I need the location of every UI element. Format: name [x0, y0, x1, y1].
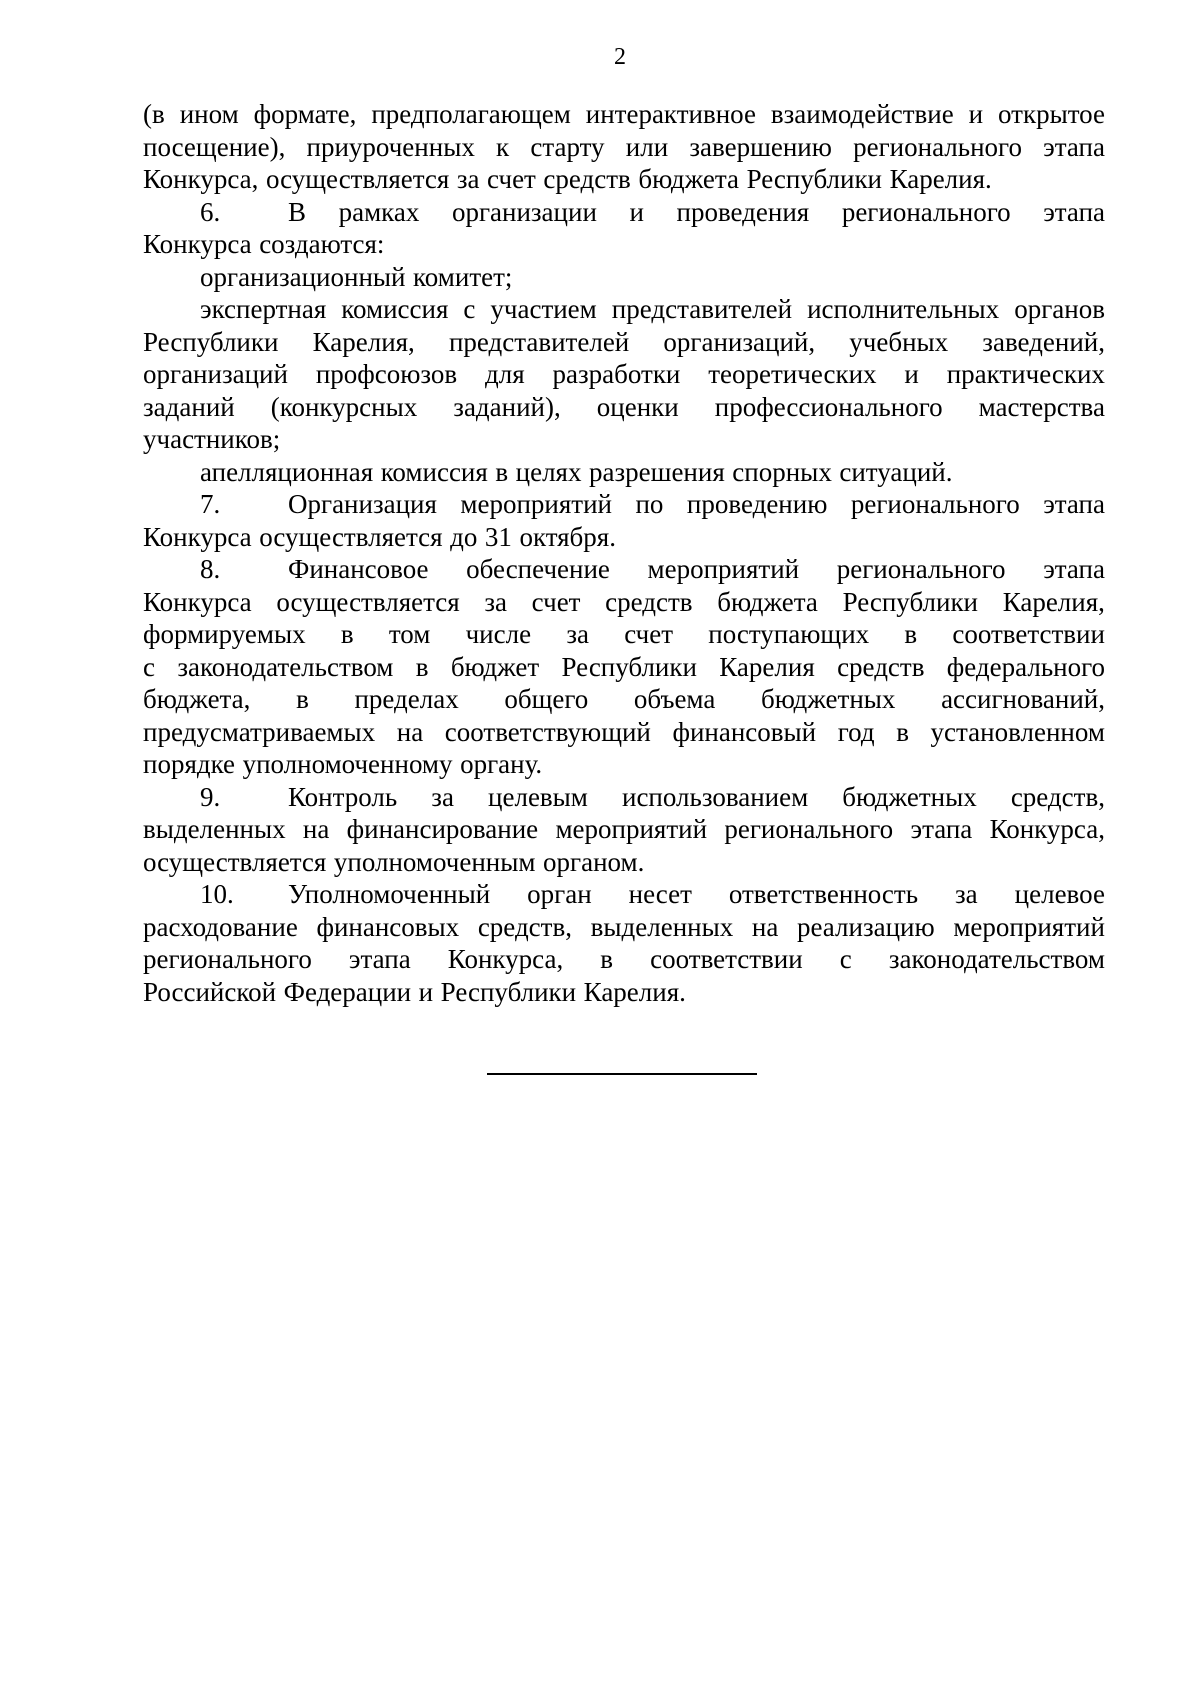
word: средств,: [477, 911, 572, 942]
word: с: [839, 944, 852, 974]
word: регионального: [836, 554, 1006, 584]
word: мероприятий: [555, 814, 708, 844]
word: на: [751, 911, 779, 942]
word: соответствии: [952, 619, 1105, 649]
item-text: [288, 553, 1105, 586]
word: год: [837, 716, 875, 747]
word: на: [302, 814, 330, 844]
word: бюджет: [450, 651, 540, 682]
word: на: [396, 716, 424, 747]
word: счет: [487, 164, 536, 194]
word: экспертная: [200, 294, 327, 324]
item-number: 6.: [200, 196, 221, 227]
text-line: [143, 163, 1105, 196]
word: средств,: [1010, 781, 1105, 812]
word: (в: [143, 99, 165, 129]
text-line: [143, 456, 1105, 489]
word: осуществляется: [259, 521, 443, 552]
word: формате,: [253, 99, 357, 129]
word: выделенных: [590, 911, 734, 942]
paragraph-item-line: [143, 781, 1105, 814]
paragraph-item-line: [143, 553, 1105, 586]
word: теоретических: [708, 359, 877, 389]
word: Республики: [561, 651, 697, 682]
word: этапа: [1043, 196, 1105, 227]
word: оценки: [596, 391, 679, 422]
text-line: [143, 813, 1105, 846]
word: практических: [946, 359, 1105, 389]
word: в: [296, 684, 309, 714]
word: несет: [628, 879, 692, 909]
word: предполагающем: [371, 99, 571, 129]
word: Конкурса,: [989, 814, 1105, 844]
word: финансовых: [316, 911, 460, 942]
word: или: [625, 131, 669, 162]
text-line: [143, 131, 1105, 164]
word: заданий: [143, 391, 235, 422]
word: заданий),: [453, 391, 561, 422]
word: средств: [605, 586, 693, 617]
word: Карелия.: [889, 164, 992, 194]
text-line: [143, 716, 1105, 749]
item-text: [288, 878, 1105, 911]
text-line: [143, 98, 1105, 131]
paragraph-item-line: [143, 196, 1105, 229]
word: интерактивное: [585, 99, 756, 129]
word: органов: [1014, 294, 1105, 324]
word: представителей: [611, 294, 793, 324]
text-line: [143, 911, 1105, 944]
word: разработки: [552, 359, 681, 389]
word: Карелия.: [583, 976, 686, 1007]
word: органом.: [543, 846, 645, 877]
word: и: [629, 196, 644, 227]
word: счет: [624, 619, 674, 649]
word: комиссия: [380, 456, 488, 487]
word: мероприятий: [460, 489, 612, 519]
text-line: [143, 943, 1105, 976]
word: бюджетных: [760, 684, 896, 714]
word: с: [143, 651, 155, 682]
word: посещение),: [143, 131, 286, 162]
word: Карелия,: [312, 326, 415, 357]
word: 31: [484, 521, 512, 552]
word: старту: [530, 131, 605, 162]
word: расходование: [143, 911, 298, 942]
word: рамках: [338, 196, 420, 227]
text-line: [143, 358, 1105, 391]
word: финансирование: [346, 814, 539, 844]
word: том: [388, 619, 431, 649]
item-number: 7.: [200, 489, 221, 519]
word: в: [415, 651, 429, 682]
word: бюджета: [717, 586, 818, 617]
word: регионального: [143, 944, 312, 974]
word: за: [566, 619, 589, 649]
word: финансовый: [672, 716, 817, 747]
word: с: [463, 294, 476, 324]
word: установленном: [930, 716, 1105, 747]
word: федерального: [946, 651, 1105, 682]
word: органу.: [460, 749, 543, 779]
page-number: 2: [614, 44, 626, 70]
word: апелляционная: [200, 456, 374, 487]
word: профессионального: [714, 391, 943, 422]
word: Карелия,: [1002, 586, 1105, 617]
text-line: [143, 326, 1105, 359]
item-text: [288, 196, 1105, 229]
item-number: 10.: [200, 879, 234, 909]
word: организации: [451, 196, 597, 227]
word: организаций: [143, 359, 288, 389]
word: уполномоченному: [242, 749, 453, 779]
item-number: 9.: [200, 781, 221, 812]
word: уполномоченным: [333, 846, 536, 877]
word: предусматриваемых: [143, 716, 376, 747]
word: ином: [179, 99, 239, 129]
word: в: [896, 716, 909, 747]
word: и: [904, 359, 919, 389]
word: реализацию: [796, 911, 935, 942]
word: Конкурса,: [447, 944, 564, 974]
word: Республики: [746, 164, 883, 194]
word: числе: [465, 619, 532, 649]
word: поступающих: [708, 619, 870, 649]
word: Конкурса,: [143, 164, 259, 194]
text-line: [143, 846, 1105, 879]
word: к: [496, 131, 510, 162]
item-text: [288, 488, 1105, 521]
word: представителей: [448, 326, 630, 357]
word: проведению: [686, 489, 828, 519]
word: Конкурса: [143, 521, 252, 552]
word: Республики: [440, 976, 577, 1007]
word: в: [340, 619, 354, 649]
word: регионального: [853, 131, 1022, 162]
word: общего: [504, 684, 589, 714]
word: средств: [837, 651, 925, 682]
word: в: [600, 944, 614, 974]
word: Организация: [288, 489, 437, 519]
word: комитет;: [413, 261, 513, 292]
text-line: [143, 683, 1105, 716]
word: спорных: [732, 456, 832, 487]
word: бюджета: [638, 164, 740, 194]
word: соответствующий: [444, 716, 651, 747]
text-line: [143, 293, 1105, 326]
word: ситуаций.: [839, 456, 953, 487]
word: участников;: [143, 424, 281, 454]
text-line: [143, 586, 1105, 619]
word: законодательством: [177, 651, 394, 682]
word: средств: [543, 164, 631, 194]
word: осуществляется: [143, 846, 327, 877]
word: в: [904, 619, 918, 649]
word: и: [418, 976, 434, 1007]
word: регионального: [850, 489, 1020, 519]
word: пределах: [354, 684, 459, 714]
text-line: [143, 521, 1105, 554]
word: этапа: [910, 814, 973, 844]
paragraph-item-line: [143, 488, 1105, 521]
word: в: [495, 456, 509, 487]
word: обеспечение: [466, 554, 610, 584]
document-body: [143, 98, 1105, 1008]
word: организационный: [200, 261, 406, 292]
word: мероприятий: [647, 554, 800, 584]
word: за: [484, 586, 507, 617]
word: за: [431, 781, 454, 812]
word: взаимодействие: [770, 99, 954, 129]
word: порядке: [143, 749, 236, 779]
word: этапа: [348, 944, 411, 974]
text-line: [143, 261, 1105, 294]
word: бюджета,: [143, 684, 251, 714]
word: мастерства: [978, 391, 1105, 422]
word: орган: [527, 879, 592, 909]
word: проведения: [676, 196, 810, 227]
word: и: [968, 99, 984, 129]
end-divider-line: [487, 1073, 757, 1075]
word: Федерации: [283, 976, 412, 1007]
paragraph-item-line: [143, 878, 1105, 911]
word: комиссия: [341, 294, 449, 324]
word: этапа: [1043, 489, 1105, 519]
word: Республики: [842, 586, 979, 617]
word: ответственность: [728, 879, 919, 909]
item-number: 8.: [200, 554, 221, 584]
word: этапа: [1043, 131, 1105, 162]
word: заведений,: [982, 326, 1105, 357]
word: выделенных: [143, 814, 286, 844]
word: объема: [633, 684, 716, 714]
item-text: [288, 781, 1105, 814]
word: счет: [531, 586, 581, 617]
word: Республики: [143, 326, 279, 357]
word: (конкурсных: [270, 391, 418, 422]
text-line: [143, 423, 1105, 456]
word: целях: [515, 456, 582, 487]
word: целевое: [1014, 879, 1105, 909]
word: соответствии: [650, 944, 803, 974]
word: использованием: [622, 781, 809, 812]
word: участием: [490, 294, 597, 324]
word: Конкурса: [143, 229, 252, 259]
word: по: [635, 489, 664, 519]
word: Уполномоченный: [288, 879, 491, 909]
word: бюджетных: [842, 781, 977, 812]
word: за: [955, 879, 978, 909]
word: этапа: [1043, 554, 1105, 584]
text-line: [143, 391, 1105, 424]
word: организаций,: [663, 326, 816, 357]
word: Контроль: [288, 781, 398, 812]
word: Российской: [143, 976, 277, 1007]
word: мероприятий: [953, 911, 1105, 942]
word: октября.: [519, 521, 616, 552]
text-line: [143, 748, 1105, 781]
word: осуществляется: [276, 586, 460, 617]
text-line: [143, 228, 1105, 261]
text-line: [143, 618, 1105, 651]
word: формируемых: [143, 619, 306, 649]
word: осуществляется: [265, 164, 450, 194]
word: до: [450, 521, 478, 552]
word: завершению: [689, 131, 832, 162]
word: за: [456, 164, 480, 194]
word: разрешения: [589, 456, 725, 487]
word: для: [485, 359, 525, 389]
word: ассигнований,: [941, 684, 1105, 714]
word: регионального: [841, 196, 1011, 227]
text-line: [143, 976, 1105, 1009]
word: целевым: [488, 781, 588, 812]
word: Финансовое: [288, 554, 429, 584]
word: профсоюзов: [315, 359, 458, 389]
word: Карелия: [719, 651, 815, 682]
word: исполнительных: [807, 294, 1000, 324]
word: приуроченных: [306, 131, 475, 162]
word: учебных: [849, 326, 949, 357]
word: регионального: [724, 814, 894, 844]
word: открытое: [998, 99, 1105, 129]
word: создаются:: [259, 229, 385, 259]
word: В: [288, 196, 307, 227]
word: Конкурса: [143, 586, 252, 617]
word: законодательством: [888, 944, 1105, 974]
text-line: [143, 651, 1105, 684]
